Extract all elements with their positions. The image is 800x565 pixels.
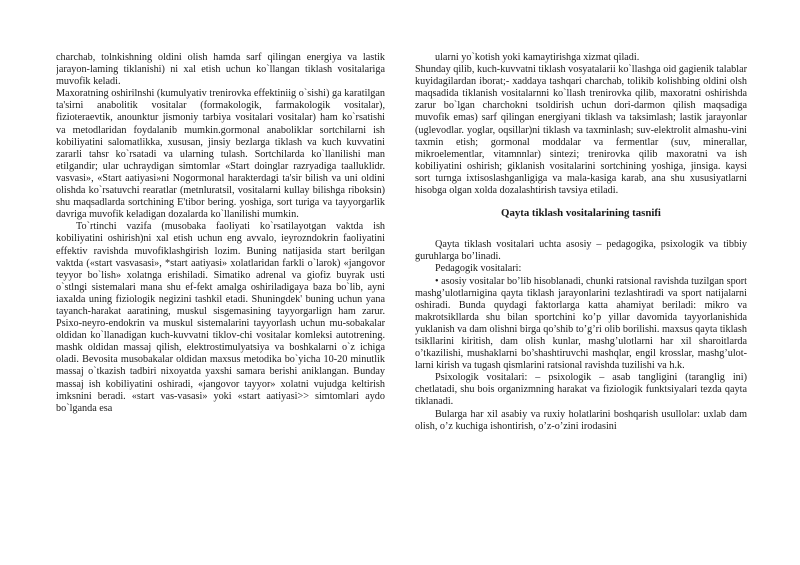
pedagogical-heading: Pedagogik vositalari:: [435, 263, 522, 275]
section-paragraph-psychological: Psixologik vositalari: – psixologik – asab tangligini (taranglig ini) chetlatadi, shu bois organizmning harakat va fiziologik funktsiyalari tezda qayta tiklanadi.: [415, 372, 747, 408]
section-paragraph-methods: Bularga har xil asabiy va ruxiy holatlarini boshqarish usullolar: uxlab dam olish, o’z kuchiga ishontirish, o’z-o’zini irodasini: [415, 408, 747, 432]
section-paragraph-pedagogical: • asosiy vositalar bo’lib hisoblanadi, chunki ratsional ravishda tuzilgan sport mashg’ulotlarnigina qayta tiklash jarayonlarini tezlashtiradi va sport natijalarni oshiradi. Bunda quydagi faktorlarga katta ahamiyat beriladi: mikro va makrotsikllarda shu bilan sportchini ko’p yillar davomida tayyorlanishida yuklanish va dam olishni birga qo’shib to’g’ri olib borilishi. maxsus qayta tiklash tsikllarini kiritish, dam olish kunlar, mashg’ulotlarni har xil sharoitlarda o’tkazilishi, mushaklarni bo’shashtiruvchi mashqlar, engil krosslar, mashg’ulot-larni kirish va tugash qismlarini ratsional ravishda tuzilishi va h.k.: [415, 275, 747, 372]
right-column: [415, 52, 747, 560]
spacer: [415, 229, 747, 239]
left-paragraph-1: charchab, tolnkishning oldini olish hamda sarf qilingan energiya va lastik jarayon-laming tiklanishi) ni xal etish uchun ko`llangan tiklash vositalariga muvofik keladi.: [56, 52, 385, 88]
left-column: [56, 52, 385, 560]
right-paragraph-1: ularni yo`kotish yoki kamaytirishga xizmat qiladi.: [435, 52, 640, 63]
left-paragraph-2: Maxoratning oshirilnshi (kumulyativ trenirovka effektiniig o`sishi) ga karatilgan ta'sirni anabolitik vositalar (formakologik, farmakologik vositalar), fizioteraevtik, anounktur jismoniy tarbiya vositalari vositalar) ham ko`rsatishi va metodlaridan foydalanib mumkin.gormonal anaboliklar sortchilarni ish kobiliyatini salomatlikka, xususan, jinsiy bezlarga tiklash va kuch kuvvatini zararli tahsr ko`rsatadi va ularning tulash. Sortchilarda ko`llanilishi man etilgandir; ular uchraydigan simtomlar «Start doinglar razryadiga taalluklidr. vasvasi», «Start aatiyasi»ni Nogormonal harakterdagi ta'sir bilish va uni oldini olishda ko`rsatuvchi rearatlar (metnluratsil, vositalarni kullay bilishga riboksin) shu maqsadlarda sortchining E'tibor bering. yoshiga, sort turiga va tayyorgarlik davriga muvofik keladigan dozalarda ko`llanilishi mumkin.: [56, 88, 385, 221]
right-paragraph-2: Shunday qilib, kuch-kuvvatni tiklash vosyatalarii ko`llashga oid gagienik talablar kuyidagilardan iborat;- xaddaya tashqari charchab, tolikib kolishbing oldini olsh maqsadida tiklanish vositalarnni ko`llash trenirovka qilib, maxoratni oshirishda zarur bo`lgan charchokni tsoldirish uchun dori-darmon qilish maqsadiga muvofik emas) sarf qilingan energiyani tiklash va taksimlash; lastik jarayonlar (uglevodlar. yoglar, oqsillar)ni tiklash va taxminlash; suv-elektrolit almashu-vini taxmin etish; gormonal moddalar va fermentlar (suv, minerallar, mikroelementlar, vitamnnlar) sintezi; trenirovka qilib maxoratni va ish kobiliyatini oshirish; giklanish vositalarini sortchining yoshiga, jinsiga. kaysi sort turnga ixtisoslashganligiga va mala-kasiga karab, ana shu xususiyatlarni hisobga olgan xolda dozalashtirish tavsiya etiladi.: [415, 64, 747, 197]
section-title: Qayta tiklash vositalarining tasnifi: [501, 207, 661, 220]
left-paragraph-3: To`rtinchi vazifa (musobaka faoliyati ko`rsatilayotgan vaktda ish kobiliyatini oshirish)ni xal etish uchun eng avvalo, ieyrozndokrin faoliyatini effektiv ravishda muvofiklashgirish lozim. Buning natijasida start berilgan vaktda («start vasvasasi», *start aatiyasi» xolatlaridan farkli o`larok) «jangovor teyyor bo`lish» xolatnga erishiladi. Simatiko adrenal va giofiz buyrak usti o`stlngi sistemalari mana shu ef-fekt amalga oshiriladigaya baza bo`lib, ayni iaxalda uning fiziologik negizini tashkil etadi. Shuningdek' buning uchun yana tayanch-harakat aaratining, muskul sisgemasining tayyorgarlign ham zarur. Psixo-neyro-endokrin va muskul sistemalarini tayyorlash uchun mu-sobakalar oldidan ko`llanadigan kuch-kuvvatni tiklov-chi vositalar komleksi autotrening. mashk oldidan massaj qilish, elektrostimulyatsiya va boshkalarni o`z ichiga oladi. Bevosita musobakalar oldidan maxsus metodika bo`yicha 10-20 minutlik massaj o`tkazish tadbiri nixoyatda yaxshi samara berishi aniklangan. Bunday massaj ish kobiliyatini oshiradi, «jangovor tayyor» xolatni vujudga keltirish imksnini beradi. «start vas-vasasi» yoki «start aatiyasi>> simtomlari aydo bo`lganda esa: [56, 221, 385, 414]
section-paragraph-1: Qayta tiklash vositalari uchta asosiy – pedagogika, psixologik va tibbiy guruhlarga bo’linadi.: [415, 239, 747, 263]
